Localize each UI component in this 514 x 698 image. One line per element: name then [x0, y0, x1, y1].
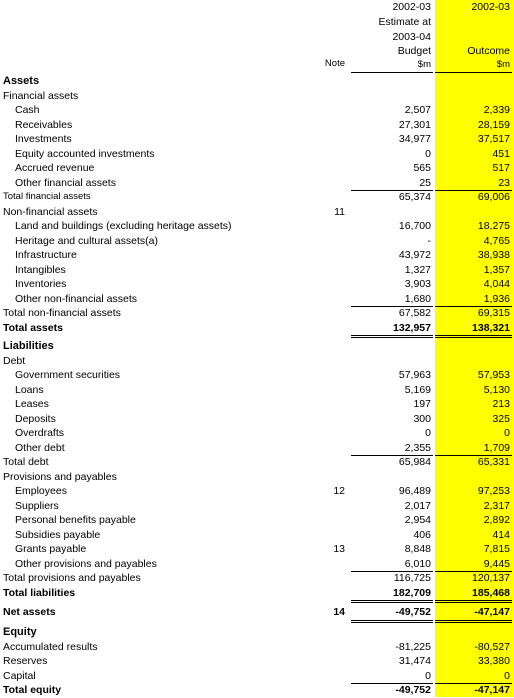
budget-header-line: 2002-03: [392, 1, 431, 13]
table-row: [0, 219, 514, 234]
row-label: Grants payable: [15, 543, 87, 555]
budget-value: 31,474: [398, 655, 431, 667]
outcome-value: 213: [492, 398, 510, 410]
outcome-value: 69,006: [477, 191, 510, 203]
table-rule: [435, 335, 512, 338]
outcome-value: 517: [492, 162, 510, 174]
row-label: Infrastructure: [15, 249, 77, 261]
row-label: Provisions and payables: [3, 471, 117, 483]
table-row: [0, 263, 514, 278]
budget-value: 565: [413, 162, 431, 174]
table-row: [0, 625, 514, 640]
table-rule: [351, 72, 433, 73]
budget-header-line: Estimate at: [378, 16, 431, 28]
budget-value: 6,010: [404, 558, 431, 570]
table-row: [0, 605, 514, 620]
row-label: Cash: [15, 104, 40, 116]
outcome-value: -80,527: [474, 641, 510, 653]
budget-value: 96,489: [398, 485, 431, 497]
outcome-value: 4,765: [483, 235, 510, 247]
table-row: [0, 190, 514, 205]
row-label: Equity: [3, 626, 37, 638]
table-row: [0, 292, 514, 307]
row-label: Personal benefits payable: [15, 514, 136, 526]
row-label: Total equity: [3, 684, 62, 696]
row-label: Capital: [3, 670, 36, 682]
table-rule: [351, 571, 433, 572]
outcome-value: 23: [498, 177, 510, 189]
outcome-header-line: 2002-03: [471, 1, 510, 13]
row-label: Loans: [15, 384, 44, 396]
budget-value: 67,582: [398, 307, 431, 319]
outcome-value: 97,253: [477, 485, 510, 497]
budget-value: 16,700: [398, 220, 431, 232]
row-label: Other financial assets: [15, 177, 116, 189]
outcome-value: -47,147: [474, 684, 510, 696]
budget-header-line: Budget: [397, 45, 431, 57]
table-row: [0, 306, 514, 321]
table-rule: [351, 190, 433, 191]
outcome-value: -47,147: [474, 606, 510, 618]
row-label: Accumulated results: [3, 641, 98, 653]
outcome-value: 7,815: [483, 543, 510, 555]
row-note: 14: [333, 606, 345, 618]
table-row: [0, 132, 514, 147]
budget-value: 65,374: [398, 191, 431, 203]
table-row: [0, 499, 514, 514]
outcome-value: 414: [492, 529, 510, 541]
budget-value: 25: [419, 177, 431, 189]
outcome-value: 4,044: [483, 278, 510, 290]
table-row: [0, 455, 514, 470]
row-label: Deposits: [15, 413, 56, 425]
table-row: [0, 484, 514, 499]
outcome-header-line: Outcome: [467, 45, 510, 57]
budget-value: 2,355: [404, 442, 431, 454]
budget-value: 3,903: [404, 278, 431, 290]
row-label: Heritage and cultural assets(a): [15, 235, 158, 247]
table-row: [0, 354, 514, 369]
budget-value: 300: [413, 413, 431, 425]
table-row: [0, 669, 514, 684]
budget-value: 2,017: [404, 500, 431, 512]
table-row: [0, 426, 514, 441]
budget-value: 65,984: [398, 456, 431, 468]
table-row: [0, 640, 514, 655]
budget-value: 116,725: [393, 572, 431, 584]
budget-value: 1,680: [404, 293, 431, 305]
outcome-value: 69,315: [477, 307, 510, 319]
outcome-value: 33,380: [477, 655, 510, 667]
outcome-value: 5,130: [483, 384, 510, 396]
budget-header-line: 2003-04: [392, 31, 431, 43]
row-label: Intangibles: [15, 264, 66, 276]
table-rule: [351, 306, 433, 307]
row-label: Financial assets: [3, 90, 79, 102]
table-row: [0, 176, 514, 191]
row-label: Liabilities: [3, 340, 54, 352]
row-note: 13: [333, 543, 345, 555]
table-row: [0, 248, 514, 263]
outcome-value: 2,339: [483, 104, 510, 116]
table-rule: [351, 620, 433, 623]
row-label: Overdrafts: [15, 427, 65, 439]
table-rule: [351, 683, 433, 684]
outcome-value: 1,357: [483, 264, 510, 276]
table-rule: [351, 600, 433, 603]
row-label: Receivables: [15, 119, 73, 131]
outcome-value: 18,275: [477, 220, 510, 232]
row-label: Government securities: [15, 369, 121, 381]
table-rule: [435, 190, 512, 191]
table-rule: [435, 306, 512, 307]
outcome-value: 451: [492, 148, 510, 160]
outcome-value: 325: [492, 413, 510, 425]
table-rule: [351, 455, 433, 456]
budget-value: 1,327: [404, 264, 431, 276]
outcome-value: 37,517: [477, 133, 510, 145]
table-row: [0, 147, 514, 162]
table-row: [0, 321, 514, 336]
budget-value: 27,301: [398, 119, 431, 131]
table-row: [0, 74, 514, 89]
budget-value: 0: [425, 670, 431, 682]
table-rule: [435, 455, 512, 456]
table-row: [0, 368, 514, 383]
table-row: [0, 205, 514, 220]
outcome-header-unit: $m: [496, 59, 510, 70]
row-label: Land and buildings (excluding heritage assets): [15, 220, 232, 232]
budget-value: 182,709: [393, 587, 431, 599]
table-row: [0, 441, 514, 456]
outcome-value: 1,936: [483, 293, 510, 305]
outcome-value: 2,892: [483, 514, 510, 526]
row-label: Accrued revenue: [15, 162, 95, 174]
budget-value: 0: [425, 427, 431, 439]
row-note: 11: [334, 206, 345, 218]
row-label: Reserves: [3, 655, 48, 667]
budget-value: 57,963: [398, 369, 431, 381]
row-label: Total assets: [3, 322, 63, 334]
table-row: [0, 383, 514, 398]
outcome-value: 9,445: [483, 558, 510, 570]
table-rule: [435, 72, 512, 73]
table-row: [0, 397, 514, 412]
outcome-value: 0: [504, 670, 510, 682]
table-row: [0, 412, 514, 427]
table-row: [0, 339, 514, 354]
row-label: Inventories: [15, 278, 67, 290]
outcome-value: 2,317: [483, 500, 510, 512]
note-header: Note: [324, 58, 345, 69]
budget-value: -81,225: [395, 641, 431, 653]
table-row: [0, 118, 514, 133]
outcome-value: 0: [504, 427, 510, 439]
row-label: Other provisions and payables: [15, 558, 157, 570]
table-row: [0, 528, 514, 543]
outcome-value: 38,938: [477, 249, 510, 261]
table-rule: [435, 571, 512, 572]
table-rule: [435, 620, 512, 623]
table-row: [0, 586, 514, 601]
budget-value: 2,507: [404, 104, 431, 116]
table-row: [0, 161, 514, 176]
budget-value: 132,957: [393, 322, 431, 334]
table-row: [0, 277, 514, 292]
budget-value: 2,954: [404, 514, 431, 526]
row-label: Total non-financial assets: [3, 307, 121, 319]
budget-value: 8,848: [404, 543, 431, 555]
budget-header-unit: $m: [417, 59, 431, 70]
table-row: [0, 234, 514, 249]
table-row: [0, 542, 514, 557]
row-label: Debt: [3, 355, 26, 367]
row-label: Employees: [15, 485, 67, 497]
budget-value: -49,752: [395, 684, 431, 696]
budget-value: 43,972: [398, 249, 431, 261]
outcome-value: 1,709: [483, 442, 510, 454]
row-label: Equity accounted investments: [15, 148, 155, 160]
row-label: Other non-financial assets: [15, 293, 137, 305]
row-label: Investments: [15, 133, 72, 145]
row-label: Total financial assets: [3, 191, 91, 202]
budget-value: 0: [425, 148, 431, 160]
table-rule: [435, 600, 512, 603]
budget-value: 34,977: [398, 133, 431, 145]
row-label: Net assets: [3, 606, 56, 618]
row-label: Assets: [3, 75, 40, 87]
outcome-value: 138,321: [472, 322, 510, 334]
outcome-value: 120,137: [472, 572, 510, 584]
row-label: Total provisions and payables: [3, 572, 141, 584]
outcome-value: 57,953: [477, 369, 510, 381]
table-rule: [435, 683, 512, 684]
row-label: Total liabilities: [3, 587, 76, 599]
outcome-value: 65,331: [477, 456, 510, 468]
budget-value: -49,752: [395, 606, 431, 618]
row-label: Leases: [15, 398, 49, 410]
budget-value: -: [427, 235, 431, 247]
table-row: [0, 654, 514, 669]
row-label: Suppliers: [15, 500, 59, 512]
table-row: [0, 571, 514, 586]
budget-value: 406: [413, 529, 431, 541]
table-row: [0, 683, 514, 698]
table-row: [0, 103, 514, 118]
row-label: Total debt: [3, 456, 49, 468]
row-note: 12: [333, 485, 345, 497]
budget-value: 197: [413, 398, 431, 410]
outcome-value: 28,159: [477, 119, 510, 131]
table-row: [0, 557, 514, 572]
table-rule: [351, 335, 433, 338]
table-row: [0, 513, 514, 528]
budget-value: 5,169: [404, 384, 431, 396]
outcome-value: 185,468: [472, 587, 510, 599]
table-row: [0, 470, 514, 485]
row-label: Non-financial assets: [3, 206, 98, 218]
table-row: [0, 89, 514, 104]
row-label: Other debt: [15, 442, 65, 454]
row-label: Subsidies payable: [15, 529, 101, 541]
